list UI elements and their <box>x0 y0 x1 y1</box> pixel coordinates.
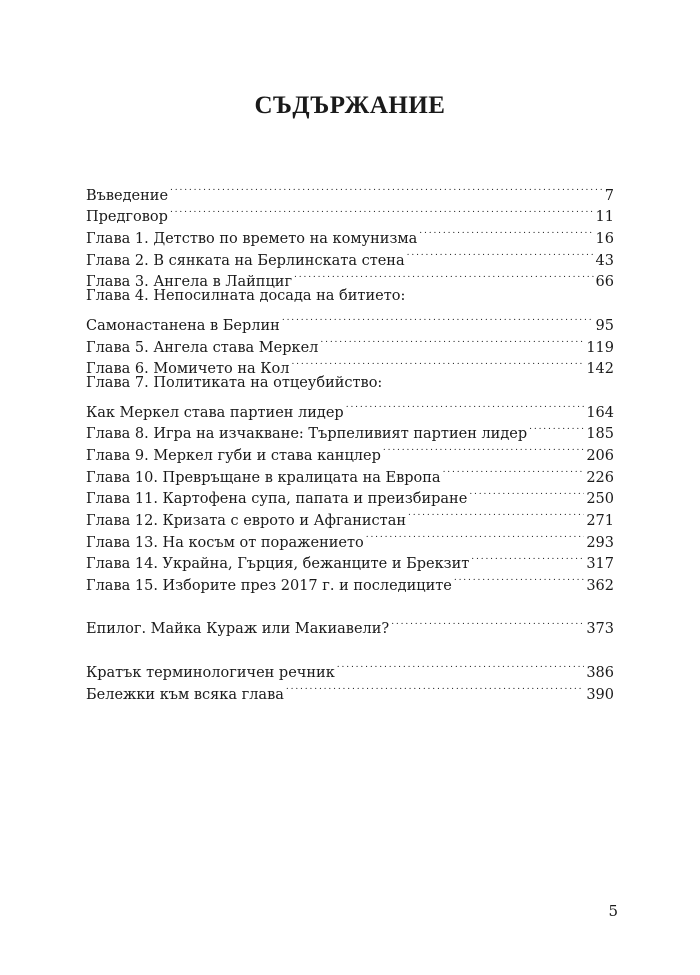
dot-leader <box>294 265 594 287</box>
toc-entry-page: 293 <box>586 534 614 551</box>
toc-entry-label: Глава 12. Кризата с еврото и Афганистан <box>86 513 407 529</box>
page-number: 5 <box>608 902 618 920</box>
toc-entry-epilogue <box>86 612 614 638</box>
toc-entry-page: 95 <box>595 317 614 334</box>
toc-entry-label: Кратък терминологичен речник <box>86 664 335 681</box>
toc-entry-page: 142 <box>586 361 614 378</box>
dot-leader <box>282 308 594 330</box>
toc-entry-page: 250 <box>586 491 614 508</box>
dot-leader <box>170 200 594 222</box>
dot-leader <box>391 612 584 634</box>
toc-entry-label: Глава 4. Непосилната досада на битието: <box>86 288 406 305</box>
dot-leader <box>383 438 584 460</box>
toc-entry-chapter-4-line-1 <box>86 286 614 308</box>
dot-leader <box>419 221 593 243</box>
dot-leader <box>286 677 584 699</box>
toc-entry-page: 66 <box>595 274 614 291</box>
toc-entry-label: Глава 3. Ангела в Лайпциг <box>86 274 293 291</box>
toc-entry-label: Глава 6. Момичето на Кол <box>86 361 290 378</box>
dot-leader <box>454 568 584 590</box>
toc-entry-page: 317 <box>586 556 614 573</box>
toc-entry-label: Как Меркел става партиен лидер <box>86 404 344 421</box>
toc-entry-page: 43 <box>595 252 614 269</box>
dot-leader <box>407 243 594 265</box>
dot-leader <box>346 395 585 417</box>
toc-entry-label: Бележки към всяка глава <box>86 686 284 703</box>
dot-leader <box>408 503 584 525</box>
toc-entry-glossary <box>86 655 614 681</box>
toc-entry-page: 11 <box>595 209 614 226</box>
page-title: СЪДЪРЖАНИЕ <box>254 92 446 119</box>
toc-entry-chapter-7-line-1 <box>86 373 614 395</box>
dot-leader <box>320 330 584 352</box>
toc-entry-label: Самонастанена в Берлин <box>86 317 280 334</box>
dot-leader <box>291 352 584 374</box>
toc-entry-label: Глава 7. Политиката на отцеубийство: <box>86 375 383 392</box>
toc-entry-page: 206 <box>586 447 614 464</box>
toc-entry-label: Глава 5. Ангела става Меркел <box>86 339 319 356</box>
toc-entry-page: 7 <box>604 187 614 204</box>
toc-entry-label: Глава 14. Украйна, Гърция, бежанците и Брекзит <box>86 556 470 573</box>
dot-leader <box>170 178 603 200</box>
toc-entry-label: Предговор <box>86 209 168 226</box>
toc-entry-label: Въведение <box>86 187 169 204</box>
toc-entry-page: 386 <box>586 664 614 681</box>
toc-entry-label: Глава 8. Игра на изчакване: Търпеливият партиен лидер <box>86 426 528 443</box>
toc-entry-label: Глава 2. В сянката на Берлинската стена <box>86 252 405 269</box>
toc-entry-page: 271 <box>586 513 614 529</box>
toc-entry-label: Глава 13. На косъм от поражението <box>86 534 364 551</box>
toc-entry-label: Глава 9. Меркел губи и става канцлер <box>86 447 381 464</box>
dot-leader <box>469 482 584 504</box>
toc-entry-label: Глава 1. Детство по времето на комунизма <box>86 231 418 248</box>
dot-leader <box>366 525 585 547</box>
dot-leader <box>529 417 584 439</box>
toc-entry-page: 390 <box>586 686 614 703</box>
toc-entry-page: 226 <box>586 469 614 486</box>
dot-leader <box>337 655 585 677</box>
dot-leader <box>443 460 585 482</box>
toc-entry-label: Епилог. Майка Кураж или Макиавели? <box>86 621 390 638</box>
toc-entry-label: Глава 10. Превръщане в кралицата на Европа <box>86 469 441 486</box>
toc-entry-chapter-4-line-2 <box>86 308 614 334</box>
toc-entry-label: Глава 15. Изборите през 2017 г. и последиците <box>86 578 452 595</box>
toc-entry-page: 16 <box>595 231 614 248</box>
toc-entry-chapter-7-line-2 <box>86 395 614 421</box>
table-of-contents <box>86 178 614 703</box>
toc-entry-page: 164 <box>586 404 614 421</box>
dot-leader <box>471 547 584 569</box>
toc-entry-page: 119 <box>586 339 614 356</box>
toc-entry-page: 373 <box>586 621 614 638</box>
toc-entry-page: 362 <box>586 578 614 595</box>
toc-entry-introduction <box>86 178 614 204</box>
toc-entry-page: 185 <box>586 426 614 443</box>
toc-entry-label: Глава 11. Картофена супа, папата и преизбиране <box>86 491 468 508</box>
